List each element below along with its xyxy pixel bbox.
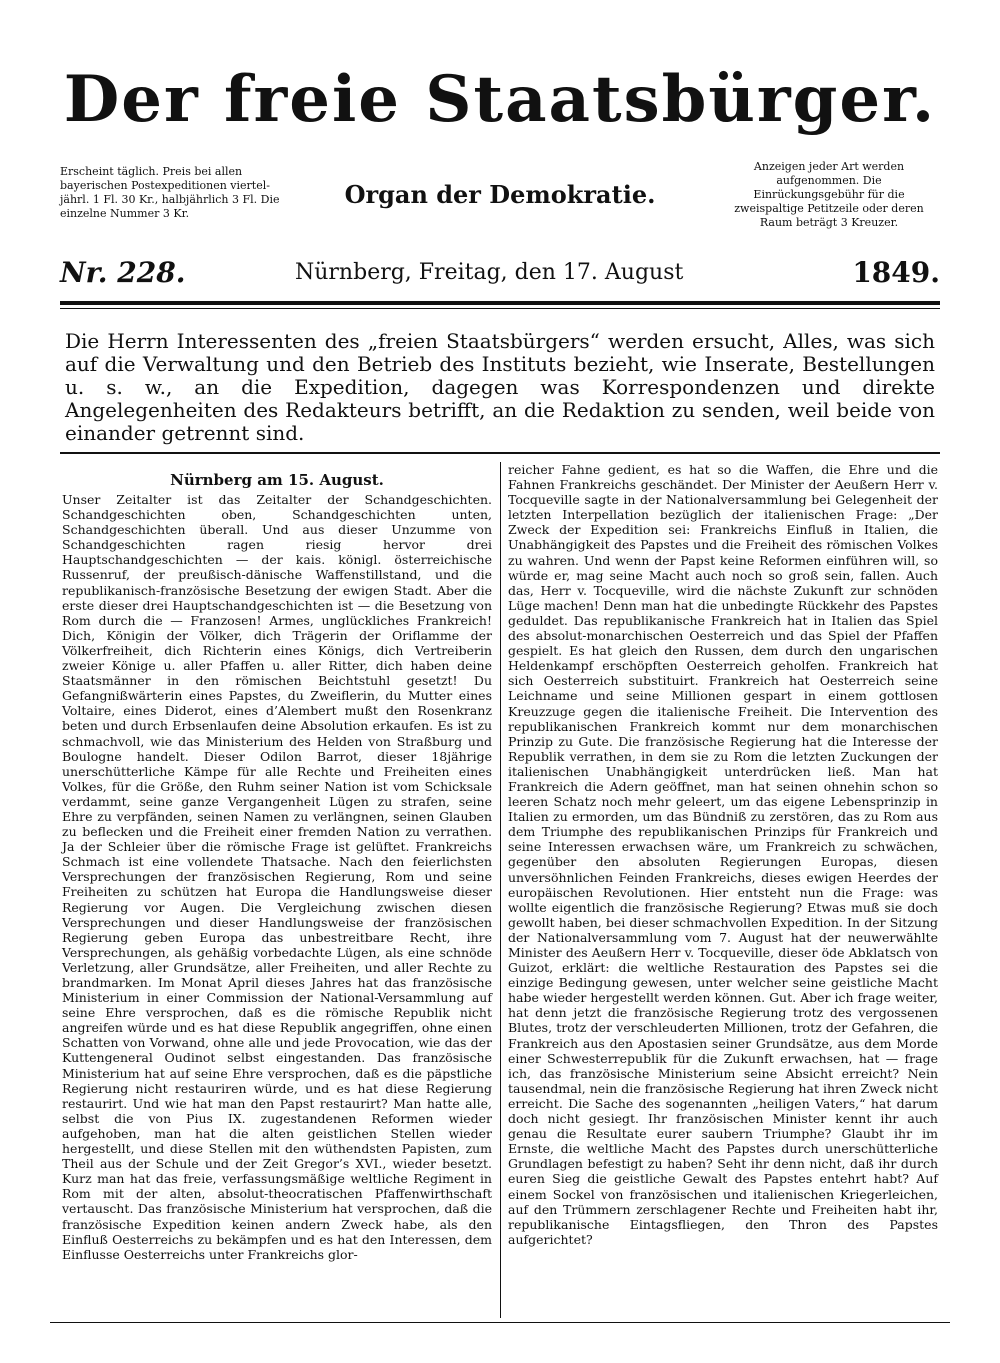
subscriber-notice-text: Die Herrn Interessenten des „freien Staatsbürgers“ werden ersucht, Alles, was sich auf die Verwaltung und den Betrieb des Instituts bezieht, wie Inserate, Bestellungen u. s. w., an die Expedition, dagegen was Korrespondenzen und direkte Angelegenheiten des Redakteurs betrifft, an die Redaktion zu senden, weil beide von einander getrennt sind. xyxy=(65,329,935,445)
header-rule-thin xyxy=(60,308,940,309)
header-rule-thick xyxy=(60,301,940,305)
article-column-left xyxy=(62,470,492,1262)
article-column-right xyxy=(508,462,938,1247)
subscriber-notice xyxy=(65,330,935,445)
masthead-title: Der freie Staatsbürger. xyxy=(63,62,937,137)
article-text-left: Unser Zeitalter ist das Zeitalter der Schandgeschichten. Schandgeschichten oben, Schandgeschichten unten, Schandgeschichten überall. Und aus dieser Unzumme von Schandgeschichten ragen riesig hervor drei Hauptschandgeschichten — der kais. königl. österreichische Russenruf, der preußisch-dänische Waffenstillstand, und die republikanisch-französische Besetzung der ewigen Stadt. Aber die erste dieser drei Hauptschandgeschichten ist — die Besetzung von Rom durch die — Franzosen! Armes, unglückliches Frankreich! Dich, Königin der Völker, dich Trägerin der Oriflamme der Völkerfreiheit, dich Richterin eines Königs, dich Vertreiberin zweier Könige u. aller Pfaffen u. aller Ritter, dich haben deine Staatsmänner in den römischen Beichtstuhl gesetzt! Du Gefangnißwärterin eines Papstes, du Zweiflerin, du Mutter eines Voltaire, eines Diderot, eines d’Alembert mußt den Rosenkranz beten und durch Erbsenlaufen deine Absolution erkaufen. Es ist zu schmachvoll, wie das Ministerium des Helden von Straßburg und Boulogne handelt. Dieser Odilon Barrot, dieser 18jährige unerschütterliche Kämpe für alle Rechte und Freiheiten eines Volkes, für die Größe, den Ruhm seiner Nation ist vom Schicksale verdammt, seine ganze Vergangenheit Lügen zu strafen, seine Ehre zu verpfänden, seinen Namen zu verlängnen, seinen Glauben zu beflecken und die Freiheit einer fremden Nation zu verrathen. Ja der Schleier über die römische Frage ist gelüftet. Frankreichs Schmach ist eine vollendete Thatsache. Nach den feierlichsten Versprechungen der französischen Regierung, Rom und seine Freiheiten zu schützen hat Europa die Handlungsweise dieser Regierung vor Augen. Die Vergleichung zwischen diesen Versprechungen und dieser Handlungsweise der französischen Regierung geben Europa das unbestreitbare Recht, ihre Versprechungen, als gehäßig vorbedachte Lügen, als eine schnöde Verletzung, aller Grundsätze, aller Freiheiten, und aller Rechte zu brandmarken. Im Monat April dieses Jahres hat das französische Ministerium in einer Commission der National-Versammlung auf seine Ehre versprochen, daß es die römische Republik nicht angreifen würde und es hat diese Republik angegriffen, ohne einen Schatten von Vorwand, ohne alle und jede Provocation, wie das der Kuttengeneral Oudinot selbst eingestanden. Das französische Ministerium hat auf seine Ehre versprochen, daß es die päpstliche Regierung nicht restauriren würde, und es hat diese Regierung restaurirt. Und wie hat man den Papst restaurirt? Man hatte alle, selbst die von Pius IX. zugestandenen Reformen wieder aufgehoben, man hat die alten geistlichen Stellen wieder hergestellt, und diese Stellen mit den wüthendsten Papisten, zum Theil aus der Schule und der Zeit Gregor’s XVI., wieder besetzt. Kurz man hat das freie, verfassungsmäßige weltliche Regiment in Rom mit der alten, absolut-theocratischen Pfaffenwirthschaft vertauscht. Das französische Ministerium hat versprochen, daß die französische Expedition keinen andern Zweck habe, als den Einfluß Oesterreichs zu bekämpfen und es hat den Interessen, dem Einflusse Oesterreichs unter Frankreichs glor- xyxy=(62,492,492,1262)
issue-number: Nr. 228. xyxy=(60,256,186,289)
column-divider xyxy=(500,462,501,1318)
article-heading: Nürnberg am 15. August. xyxy=(170,471,384,489)
article-text-right: reicher Fahne gedient, es hat so die Waffen, die Ehre und die Fahnen Frankreichs geschändet. Der Minister der Aeußern Herr v. Tocqueville sagte in der Nationalversammlung bei Gelegenheit der letzten Interpellation bezüglich der italienischen Frage: „Der Zweck der Expedition sei: Frankreichs Einfluß in Italien, die Unabhängigkeit des Papstes und die Freiheit des römischen Volkes zu wahren. Und wenn der Papst keine Reformen einführen will, so würde er, mag seine Macht auch noch so groß sein, fallen. Auch das, Herr v. Tocqueville, wird die nächste Zukunft zur schnöden Lüge machen! Denn man hat die unbedingte Rückkehr des Papstes geduldet. Das republikanische Frankreich hat in Italien das Spiel des absolut-monarchischen Oesterreich und das Spiel der Pfaffen gespielt. Es hat gleich den Russen, dem durch den ungarischen Heldenkampf erschöpften Oesterreich geholfen. Frankreich hat sich Oesterreich substituirt. Frankreich hat Oesterreich seine Leichname und seine Millionen gespart in einem gottlosen Kreuzzuge gegen die italienische Freiheit. Die Intervention des republikanischen Frankreich kommt nur dem monarchischen Prinzip zu Gute. Die französische Regierung hat die Interesse der Republik verrathen, in dem sie zu Rom die letzten Zuckungen der italienischen Unabhängigkeit unterdrücken ließ. Man hat Frankreich die Adern geöffnet, man hat seinen ohnehin schon so leeren Schatz noch mehr geleert, um das eigene Lebensprinzip in Italien zu ermorden, um das Bündniß zu zerstören, das zu Rom aus dem Triumphe des republikanischen Prinzips für Frankreich und seine Interessen erwachsen wäre, um Frankreich zu schwächen, gegenüber den absoluten Regierungen Europas, diesen unversöhnlichen Feinden Frankreichs, dieses ewigen Heerdes der europäischen Revolutionen. Hier entsteht nun die Frage: was wollte eigentlich die französische Regierung? Etwas muß sie doch gewollt haben, bei dieser schmachvollen Expedition. In der Sitzung der Nationalversammlung vom 7. August hat der neuwerwählte Minister des Aeußern Herr v. Tocqueville, dieser öde Abklatsch von Guizot, erklärt: die weltliche Restauration des Papstes sei die einzige Bedingung gewesen, unter welcher seine geistliche Macht habe wieder hergestellt werden können. Gut. Aber ich frage weiter, hat denn jetzt die französische Regierung trotz des vergossenen Blutes, trotz der verschleuderten Millionen, trotz der Gefahren, die Frankreich aus den Apostasien seiner Grundsätze, aus dem Morde einer Schwesterrepublik für die Zukunft erwachsen, hat — frage ich, das französische Ministerium seine Absicht erreicht? Nein tausendmal, nein die französische Regierung hat ihren Zweck nicht erreicht. Die Sache des sogenannten „heiligen Vaters,“ hat darum doch nicht gesiegt. Ihr französischen Minister kennt ihr auch genau die Resultate eurer saubern Triumphe? Glaubt ihr im Ernste, die weltliche Macht des Papstes durch unerschütterliche Grundlagen befestigt zu haben? Seht ihr denn nicht, daß ihr durch euren Sieg die geistliche Gewalt des Papstes entehrt habt? Auf einem Sockel von französischen und italienischen Kriegerleichen, auf den Trümmern zerschlagener Rechte und Freiheiten habt ihr, republikanische Eintagsfliegen, den Thron des Papstes aufgerichtet? xyxy=(508,462,938,1247)
issue-year: 1849. xyxy=(852,256,940,289)
subtitle: Organ der Demokratie. xyxy=(344,180,656,209)
advertising-notice: Anzeigen jeder Art werden aufgenommen. Die Einrückungsgebühr für die zweispaltige Petitzeile oder deren Raum beträgt 3 Kreuzer. xyxy=(734,160,924,229)
issue-dateline: Nürnberg, Freitag, den 17. August xyxy=(295,260,684,285)
bottom-rule xyxy=(50,1322,950,1323)
subscription-notice: Erscheint täglich. Preis bei allen bayerischen Postexpeditionen viertel-jährl. 1 Fl. 30 Kr., halbjährlich 3 Fl. Die einzelne Nummer 3 Kr. xyxy=(60,165,280,220)
issue-line xyxy=(60,252,940,296)
section-rule xyxy=(60,452,940,454)
